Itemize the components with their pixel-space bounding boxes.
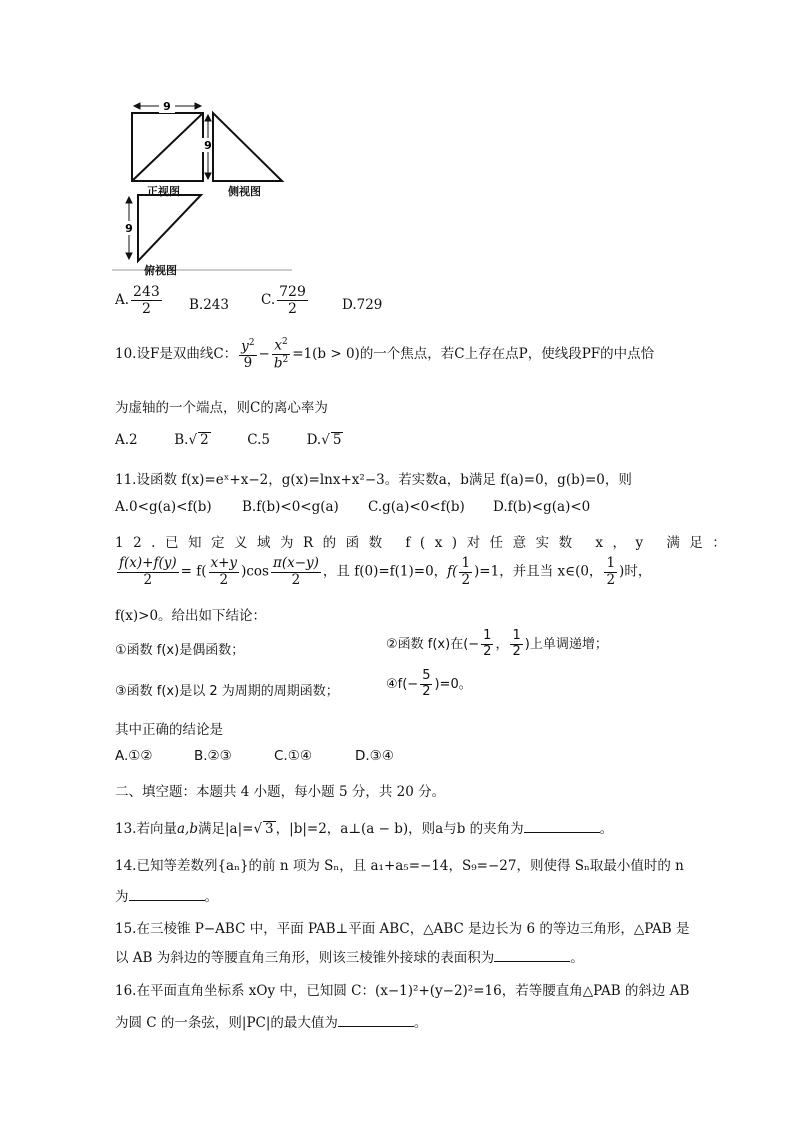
q9-option-a: A. $\frac{243}{2}$ [115,284,160,318]
q11-stem: 11.设函数 f(x)=eˣ+x−2，g(x)=lnx+x²−3。若实数a，b满足 f(a)=0，g(b)=0，则 [115,472,632,488]
q10-option-d: D.√ 5 [306,432,342,448]
q12-option-b: B.②③ [194,748,232,764]
three-view-figure [112,96,294,276]
q9-options [115,284,164,317]
dim-label-left: 9 [125,222,133,235]
front-view [132,113,203,181]
q14-line1: 14.已知等差数列{aₙ}的前 n 项为 Sₙ，且 a₁+a₅=−14，S₉=−27，则使得 Sₙ取最小值时的 n [115,858,684,874]
label-side-view: 侧视图 [228,185,261,198]
q12-option-a: A.①② [115,748,153,764]
label-front-view: 正视图 [147,185,180,198]
q10-line2: 为虚轴的一个端点，则C的离心率为 [115,400,328,416]
q10-line1: 10.设F是双曲线C： $\frac{y^2}{9}$ − $\frac{x^2}{b^2}$ =1(b > 0)的一个焦点，若C上存在点P，使线段PF的中点恰 [115,337,655,372]
q16-line2: 为圆 C 的一条弦，则|PC|的最大值为 。 [115,1015,428,1031]
side-view [213,113,282,181]
q13-answer-blank[interactable] [524,820,600,833]
label-top-view: 俯视图 [144,264,177,277]
q12-line3: f(x)>0。给出如下结论： [115,608,267,624]
q11-option-d: D.f(b)<g(a)<0 [493,499,591,515]
q9-option-b: B.243 [189,297,229,313]
q12-option-c: C.①④ [274,748,312,764]
q11-option-c: C.g(a)<0<f(b) [368,499,465,515]
q10-option-c: C.5 [247,432,270,448]
q16-answer-blank[interactable] [338,1014,414,1027]
q12-conclusion-3: ③函数 f(x)是以 2 为周期的周期函数； [115,684,339,699]
q13: 13.若向量a,b满足|a|=√ 3 ，|b|=2，a⊥(a − b)，则a与b 的夹角为 。 [115,821,614,837]
q12-line1: 12.已知定义域为R的函数 f(x)对任意实数 x，y 满足： [115,535,736,551]
q11-option-b: B.f(b)<0<g(a) [242,499,339,515]
q12-conclusion-2: ②函数 f(x)在(− $\frac{1}{2}$ ， $\frac{1}{2}$ )上单调递增； [386,628,608,659]
dim-label-right: 9 [204,139,212,152]
q16-line1: 16.在平面直角坐标系 xOy 中，已知圆 C：(x−1)²+(y−2)²=16，若等腰直角△PAB 的斜边 AB [115,983,690,999]
q11-option-a: A.0<g(a)<f(b) [115,499,212,515]
q9-option-d: D.729 [342,297,383,313]
q12-line2: $\frac{f(x)+f(y)}{2}$ = f( $\frac{x+y}{2}$ )cos $\frac{\pi(x-y)}{2}$ ，且 f(0)=f(1)=0，f( $\frac{1}{2}$ )=1，并且当 x∈(0， $\frac{1}{2}$ )时， [119,555,652,588]
q12-conclusion-4: ④f(− $\frac{5}{2}$ )=0。 [386,668,472,699]
q9-option-c: C. $\frac{729}{2}$ [261,284,306,318]
q10-option-a: A.2 [115,432,138,448]
q15-line1: 15.在三棱锥 P−ABC 中，平面 PAB⊥平面 ABC，△ABC 是边长为 6 的等边三角形，△PAB 是 [115,921,690,937]
q15-answer-blank[interactable] [494,949,570,962]
q10-option-b: B.√ 2 [174,432,209,448]
q15-line2: 以 AB 为斜边的等腰直角三角形，则该三棱锥外接球的表面积为 。 [115,950,584,966]
q12-option-d: D.③④ [355,748,394,764]
q12-conclusion-1: ①函数 f(x)是偶函数； [115,643,245,658]
q14-line2: 为 。 [115,889,218,905]
dim-label-top: 9 [163,100,171,113]
section-2-heading: 二、填空题：本题共 4 小题，每小题 5 分，共 20 分。 [115,784,446,800]
top-view [138,195,201,261]
q12-ask: 其中正确的结论是 [115,722,223,738]
q10-options [115,432,343,448]
q14-answer-blank[interactable] [129,888,205,901]
